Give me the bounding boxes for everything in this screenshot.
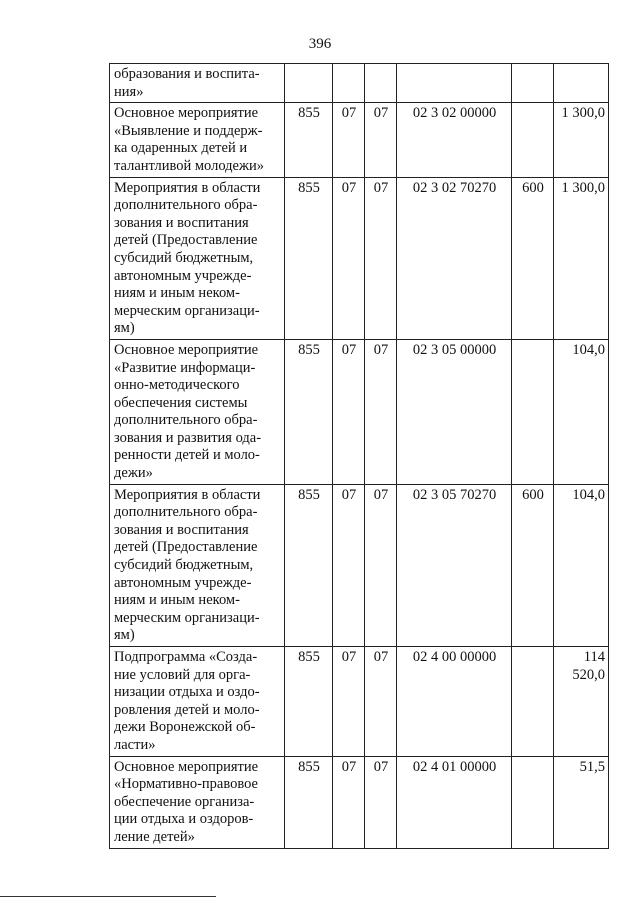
department-code-cell: 855 xyxy=(285,647,333,757)
subsection-code-cell: 07 xyxy=(365,756,397,848)
subsection-code-cell: 07 xyxy=(365,177,397,339)
expense-type-code-cell: 600 xyxy=(512,484,554,646)
section-code-cell: 07 xyxy=(333,339,365,484)
item-name-cell: Подпрограмма «Созда- ние условий для орга- низации отдыха и оздо- ровления детей и моло- дежи Воронежской об- ласти» xyxy=(110,647,285,757)
subsection-code-cell: 07 xyxy=(365,339,397,484)
table-row xyxy=(110,756,609,848)
amount-cell xyxy=(554,64,609,103)
item-name-cell: Основное мероприятие «Выявление и поддерж- ка одаренных детей и талантливой молодежи» xyxy=(110,103,285,177)
section-code-cell: 07 xyxy=(333,177,365,339)
section-code-cell: 07 xyxy=(333,756,365,848)
department-code-cell: 855 xyxy=(285,484,333,646)
expense-type-code-cell xyxy=(512,756,554,848)
subsection-code-cell xyxy=(365,64,397,103)
subsection-code-cell: 07 xyxy=(365,647,397,757)
department-code-cell: 855 xyxy=(285,756,333,848)
table-row xyxy=(110,64,609,103)
subsection-code-cell: 07 xyxy=(365,103,397,177)
item-name-cell: образования и воспита- ния» xyxy=(110,64,285,103)
target-article-code-cell: 02 3 05 70270 xyxy=(397,484,512,646)
expense-type-code-cell: 600 xyxy=(512,177,554,339)
amount-cell: 104,0 xyxy=(554,484,609,646)
section-code-cell: 07 xyxy=(333,647,365,757)
section-code-cell: 07 xyxy=(333,484,365,646)
expense-type-code-cell xyxy=(512,64,554,103)
item-name-cell: Основное мероприятие «Нормативно-правовое обеспечение организа- ции отдыха и оздоров- ление детей» xyxy=(110,756,285,848)
item-name-cell: Мероприятия в области дополнительного обра- зования и воспитания детей (Предоставление субсидий бюджетным, автономным учрежде- ниям и иным неком- мерческим организаци- ям) xyxy=(110,484,285,646)
item-name-cell: Мероприятия в области дополнительного обра- зования и воспитания детей (Предоставление субсидий бюджетным, автономным учрежде- ниям и иным неком- мерческим организаци- ям) xyxy=(110,177,285,339)
table-row xyxy=(110,484,609,646)
footnote-rule xyxy=(0,896,216,897)
section-code-cell xyxy=(333,64,365,103)
target-article-code-cell: 02 3 05 00000 xyxy=(397,339,512,484)
item-name-cell: Основное мероприятие «Развитие информаци- онно-методического обеспечения системы дополнительного обра- зования и развития ода- ренности детей и моло- дежи» xyxy=(110,339,285,484)
target-article-code-cell: 02 3 02 70270 xyxy=(397,177,512,339)
target-article-code-cell: 02 4 01 00000 xyxy=(397,756,512,848)
department-code-cell: 855 xyxy=(285,177,333,339)
table-row xyxy=(110,647,609,757)
table-row xyxy=(110,177,609,339)
department-code-cell: 855 xyxy=(285,339,333,484)
table-row xyxy=(110,103,609,177)
target-article-code-cell: 02 3 02 00000 xyxy=(397,103,512,177)
amount-cell: 104,0 xyxy=(554,339,609,484)
table-row xyxy=(110,339,609,484)
subsection-code-cell: 07 xyxy=(365,484,397,646)
amount-cell: 1 300,0 xyxy=(554,103,609,177)
page-number: 396 xyxy=(308,36,332,52)
budget-table xyxy=(109,63,609,849)
amount-cell: 1 300,0 xyxy=(554,177,609,339)
department-code-cell: 855 xyxy=(285,103,333,177)
target-article-code-cell xyxy=(397,64,512,103)
section-code-cell: 07 xyxy=(333,103,365,177)
target-article-code-cell: 02 4 00 00000 xyxy=(397,647,512,757)
amount-cell: 51,5 xyxy=(554,756,609,848)
amount-cell: 114 520,0 xyxy=(554,647,609,757)
expense-type-code-cell xyxy=(512,647,554,757)
expense-type-code-cell xyxy=(512,339,554,484)
department-code-cell xyxy=(285,64,333,103)
expense-type-code-cell xyxy=(512,103,554,177)
budget-table-body xyxy=(110,64,609,849)
